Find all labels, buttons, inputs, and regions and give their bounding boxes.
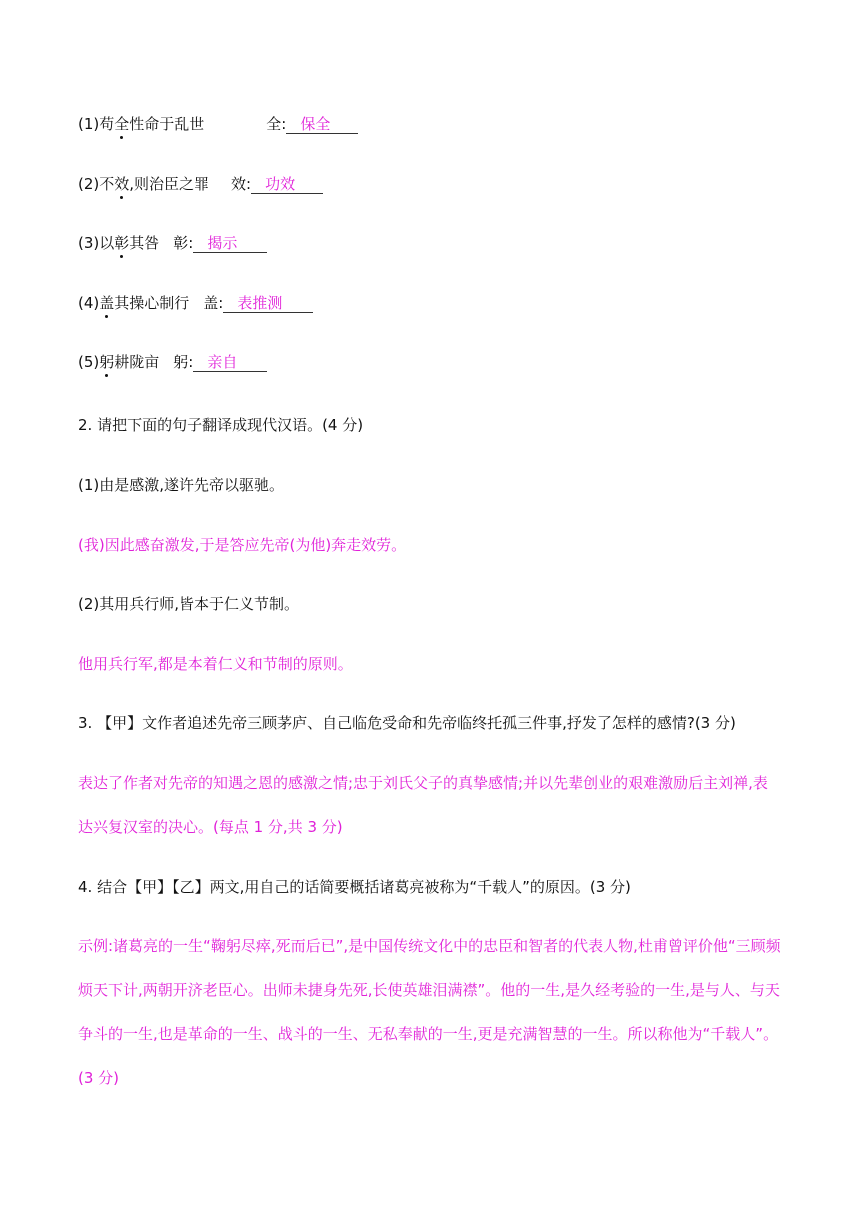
question-4-answer-line-4: (3 分) xyxy=(78,1069,120,1087)
vocab-sentence-post: 耕陇亩 xyxy=(114,353,160,371)
question-3-title: 3. 【甲】文作者追述先帝三顾茅庐、自己临危受命和先帝临终托孤三件事,抒发了怎样的感情?(3 分) xyxy=(78,714,736,732)
vocab-sentence-pre: (1)苟 xyxy=(78,115,115,133)
vocab-sentence-pre: (3)以 xyxy=(78,234,115,252)
vocab-sentence xyxy=(78,353,159,371)
vocab-item-3 xyxy=(78,233,267,253)
vocab-sentence xyxy=(78,115,204,133)
question-4-title: 4. 结合【甲】【乙】两文,用自己的话简要概括诸葛亮被称为“千载人”的原因。(3 分) xyxy=(78,878,631,896)
vocab-sentence-pre: (2)不 xyxy=(78,175,115,193)
question-2-title: 2. 请把下面的句子翻译成现代汉语。(4 分) xyxy=(78,416,364,434)
dotted-char: 躬 xyxy=(99,353,115,371)
vocab-sentence xyxy=(78,234,159,252)
question-2-sentence-2: (2)其用兵行师,皆本于仁义节制。 xyxy=(78,595,300,613)
question-4-answer-line-1: 示例:诸葛亮的一生“鞠躬尽瘁,死而后已”,是中国传统文化中的忠臣和智者的代表人物,杜甫曾评价他“三顾频 xyxy=(78,937,781,955)
dotted-char: 全 xyxy=(114,115,130,133)
dotted-char: 彰 xyxy=(114,234,130,252)
vocab-sentence-post: ,则治臣之罪 xyxy=(129,175,210,193)
vocab-key: 全: xyxy=(266,115,287,133)
vocab-sentence xyxy=(78,294,189,312)
vocab-key: 躬: xyxy=(173,353,194,371)
question-3-answer-line-1: 表达了作者对先帝的知遇之恩的感激之情;忠于刘氏父子的真挚感情;并以先辈创业的艰难激励后主刘禅,表 xyxy=(78,774,768,792)
answer-blank: 揭示 xyxy=(193,234,267,253)
vocab-item-5 xyxy=(78,352,267,372)
question-2-answer-2: 他用兵行军,都是本着仁义和节制的原则。 xyxy=(78,655,353,673)
vocab-key: 彰: xyxy=(173,234,194,252)
answer-blank: 亲自 xyxy=(193,353,267,372)
vocab-key: 盖: xyxy=(203,294,224,312)
vocab-item-2 xyxy=(78,174,323,194)
answer-blank: 功效 xyxy=(251,175,323,194)
vocab-key: 效: xyxy=(231,175,252,193)
vocab-sentence-post: 其咎 xyxy=(129,234,160,252)
question-4-answer-line-3: 争斗的一生,也是革命的一生、战斗的一生、无私奉献的一生,更是充满智慧的一生。所以称他为“千载人”。 xyxy=(78,1025,779,1043)
answer-blank: 表推测 xyxy=(223,294,313,313)
vocab-sentence-post: 其操心制行 xyxy=(114,294,190,312)
vocab-item-1 xyxy=(78,114,358,134)
dotted-char: 效 xyxy=(114,175,130,193)
question-2-sentence-1: (1)由是感激,遂许先帝以驱驰。 xyxy=(78,476,285,494)
question-3-answer-line-2: 达兴复汉室的决心。(每点 1 分,共 3 分) xyxy=(78,818,343,836)
answer-blank: 保全 xyxy=(286,115,358,134)
vocab-item-4 xyxy=(78,293,313,313)
dotted-char: 盖 xyxy=(99,294,115,312)
question-2-answer-1: (我)因此感奋激发,于是答应先帝(为他)奔走效劳。 xyxy=(78,536,407,554)
vocab-sentence xyxy=(78,175,209,193)
vocab-sentence-pre: (4) xyxy=(78,294,100,312)
question-4-answer-line-2: 烦天下计,两朝开济老臣心。出师未捷身先死,长使英雄泪满襟”。他的一生,是久经考验的一生,是与人、与天 xyxy=(78,981,780,999)
vocab-sentence-post: 性命于乱世 xyxy=(129,115,205,133)
vocab-sentence-pre: (5) xyxy=(78,353,100,371)
